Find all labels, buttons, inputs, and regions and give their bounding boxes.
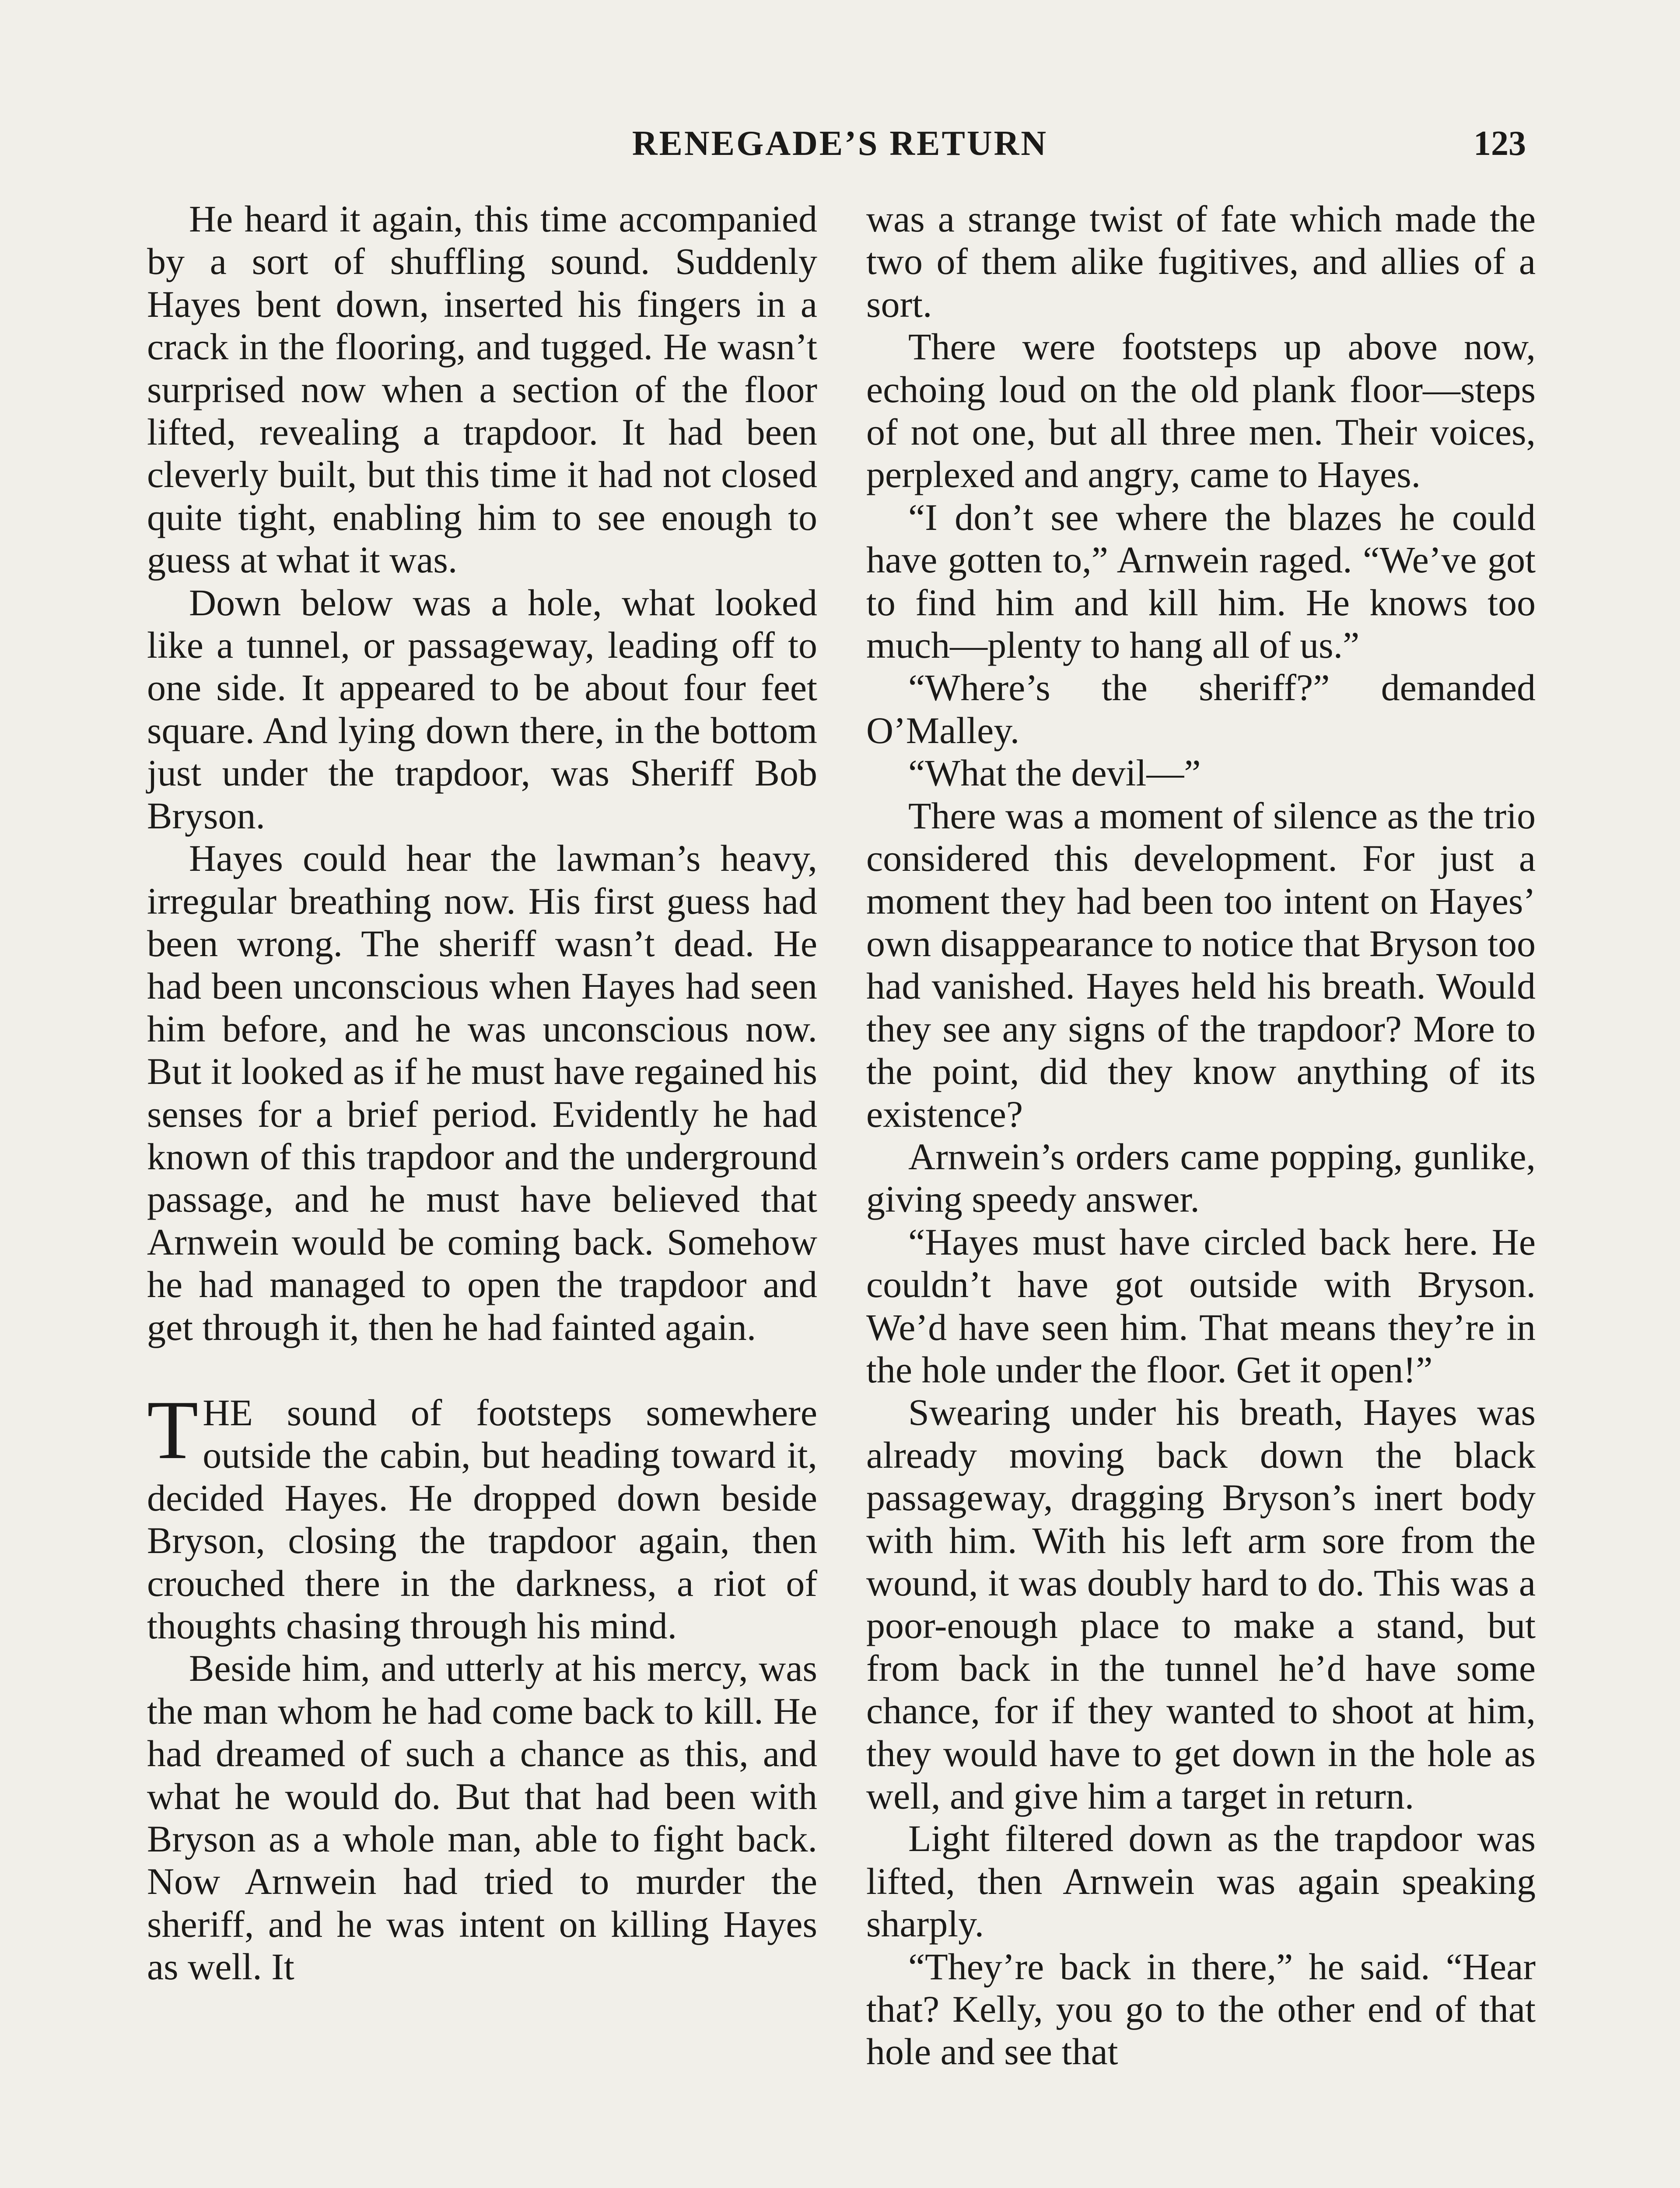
drop-cap: T <box>147 1383 199 1476</box>
paragraph: was a strange twist of fate which made the two of them alike fugitives, and allies of a sort. <box>866 198 1536 325</box>
paragraph: Hayes could hear the lawman’s heavy, irregular breathing now. His first guess had been wrong. The sheriff wasn’t dead. He had been unconscious when Hayes had seen him before, and he was unconscious now. But it looked as if he must have regained his senses for a brief period. Evidently he had known of this trapdoor and the underground passage, and he must have believed that Arnwein would be coming back. Somehow he had managed to open the trapdoor and get through it, then he had fainted again. <box>147 837 817 1348</box>
running-title: RENEGADE’S RETURN <box>632 124 1048 163</box>
paragraph: “I don’t see where the blazes he could have gotten to,” Arnwein raged. “We’ve got to find him and kill him. He knows too much—plenty to hang all of us.” <box>866 496 1536 666</box>
paragraph: Arnwein’s orders came popping, gunlike, giving speedy answer. <box>866 1135 1536 1220</box>
paragraph-text: HE sound of footsteps somewhere outside the cabin, but heading toward it, decided Hayes. He dropped down beside Bryson, closing the trapdoor again, then crouched there in the darkness, a riot of thoughts chasing through his mind. <box>147 1391 817 1647</box>
paragraph: Light filtered down as the trapdoor was lifted, then Arnwein was again speaking sharply. <box>866 1817 1536 1945</box>
page-header <box>0 117 1680 170</box>
right-column <box>866 198 1536 2073</box>
paragraph: There was a moment of silence as the trio considered this development. For just a moment they had been too intent on Hayes’ own disappearance to notice that Bryson too had vanished. Hayes held his breath. Would they see any signs of the trapdoor? More to the point, did they know anything of its existence? <box>866 794 1536 1135</box>
paragraph: “They’re back in there,” he said. “Hear that? Kelly, you go to the other end of that hole and see that <box>866 1945 1536 2073</box>
left-column <box>147 198 817 1988</box>
paragraph: Beside him, and utterly at his mercy, was the man whom he had come back to kill. He had dreamed of such a chance as this, and what he would do. But that had been with Bryson as a whole man, able to fight back. Now Arnwein had tried to murder the sheriff, and he was intent on killing Hayes as well. It <box>147 1647 817 1988</box>
paragraph: There were footsteps up above now, echoing loud on the old plank floor—steps of not one, but all three men. Their voices, perplexed and angry, came to Hayes. <box>866 326 1536 496</box>
paragraph: “Hayes must have circled back here. He couldn’t have got outside with Bryson. We’d have seen him. That means they’re in the hole under the floor. Get it open!” <box>866 1220 1536 1391</box>
paragraph: “What the devil—” <box>908 752 1201 794</box>
paragraph: Down below was a hole, what looked like a tunnel, or passageway, leading off to one side. It appeared to be about four feet square. And lying down there, in the bottom just under the trapdoor, was Sheriff Bob Bryson. <box>147 581 817 837</box>
paragraph: Swearing under his breath, Hayes was already moving back down the black passageway, dragging Bryson’s inert body with him. With his left arm sore from the wound, it was doubly hard to do. This was a poor-enough place to make a stand, but from back in the tunnel he’d have some chance, for if they wanted to shoot at him, they would have to get down in the hole as well, and give him a target in return. <box>866 1391 1536 1817</box>
paragraph: He heard it again, this time accompanied by a sort of shuffling sound. Suddenly Hayes bent down, inserted his fingers in a crack in the flooring, and tugged. He wasn’t surprised now when a section of the floor lifted, revealing a trapdoor. It had been cleverly built, but this time it had not closed quite tight, enabling him to see enough to guess at what it was. <box>147 198 817 581</box>
paragraph: “Where’s the sheriff?” demanded O’Malley. <box>866 666 1536 751</box>
section-start-paragraph <box>147 1383 817 1647</box>
page-number: 123 <box>1474 124 1526 163</box>
